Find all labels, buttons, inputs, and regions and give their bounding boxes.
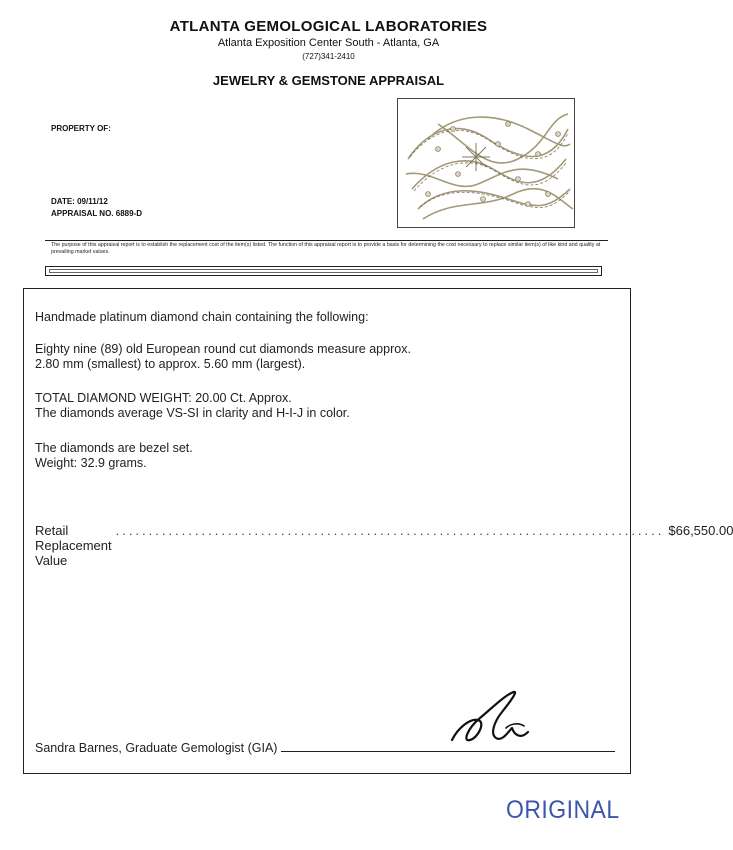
lab-name: ATLANTA GEMOLOGICAL LABORATORIES	[169, 18, 488, 35]
appraisal-date: DATE: 09/11/12	[51, 197, 108, 206]
total-weight-line: TOTAL DIAMOND WEIGHT: 20.00 Ct. Approx.	[35, 391, 292, 405]
setting-paragraph	[35, 441, 193, 471]
appraiser-name: Sandra Barnes, Graduate Gemologist (GIA)	[35, 741, 278, 755]
header-rule	[45, 240, 608, 241]
document-title: JEWELRY & GEMSTONE APPRAISAL	[212, 73, 445, 88]
diamond-count-paragraph	[35, 342, 411, 372]
lab-address: Atlanta Exposition Center South - Atlanta, GA	[217, 37, 440, 49]
replacement-value-row	[35, 523, 733, 568]
original-stamp: ORIGINAL	[506, 796, 620, 824]
item-intro: Handmade platinum diamond chain containing the following:	[35, 310, 369, 324]
signature-underline	[281, 739, 615, 752]
dot-leader: ...................................................................................	[115, 523, 665, 538]
replacement-value-label: Retail Replacement Value	[35, 523, 112, 568]
property-of-label: PROPERTY OF:	[51, 124, 111, 133]
item-photo	[397, 98, 575, 228]
weight-line: Weight: 32.9 grams.	[35, 456, 147, 470]
double-rule-bar	[45, 266, 602, 276]
clarity-color-line: The diamonds average VS-SI in clarity and H-I-J in color.	[35, 406, 350, 420]
signature-line	[35, 739, 615, 755]
diamond-count-line: Eighty nine (89) old European round cut diamonds measure approx.	[35, 342, 411, 356]
lab-phone: (727)341-2410	[302, 52, 355, 61]
diamond-weight-paragraph	[35, 391, 350, 421]
setting-line: The diamonds are bezel set.	[35, 441, 193, 455]
purpose-statement: The purpose of this appraisal report is to establish the replacement cost of the item(s) listed. The function of this appraisal report is to provide a basis for determining the cost necessary to replace similar item(s) of like kind and quality at prevailing market values.	[51, 242, 601, 255]
appraisal-number: APPRAISAL NO. 6889-D	[51, 209, 142, 218]
replacement-value-amount: $66,550.00	[668, 523, 733, 538]
diamond-size-line: 2.80 mm (smallest) to approx. 5.60 mm (largest).	[35, 357, 306, 371]
diamond-chain-photo-icon	[398, 99, 574, 227]
